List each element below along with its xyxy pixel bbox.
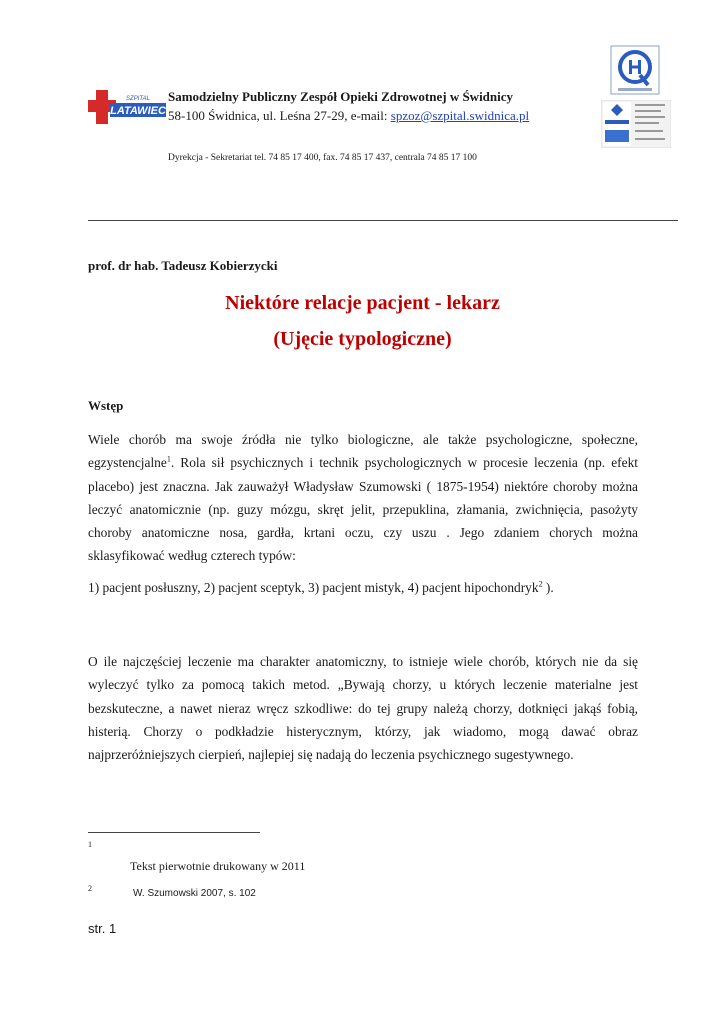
footnote-text: Tekst pierwotnie drukowany w 2011	[130, 859, 306, 873]
footnote-number: 2	[88, 884, 92, 893]
footnote-ref-2[interactable]: 2	[538, 579, 543, 589]
footnote-number: 1	[88, 840, 92, 849]
hospital-logo	[88, 80, 166, 128]
footnote-text: W. Szumowski 2007, s. 102	[133, 888, 256, 899]
p2-text-b: ).	[542, 580, 554, 595]
footnote-divider	[88, 832, 260, 833]
header-divider	[88, 220, 678, 221]
document-title: Niektóre relacje pacjent - lekarz	[225, 292, 500, 314]
org-address	[168, 108, 529, 124]
author: prof. dr hab. Tadeusz Kobierzycki	[88, 258, 278, 273]
p1-text-b: . Rola sił psychicznych i technik psychologicznych w procesie leczenia (np. efekt placebo) jest znaczna. Jak zauważył Władysław Szumowski ( 1875-1954) niektóre choroby można leczyć anatomicznie (np. guzy mózgu, skręt jelit, przepuklina, złamania, zwichnięcia, pasożyty choroby anatomiczne nosa, gardła, krtani oczu, czy uszu . Jego zdaniem chorych można sklasyfikować według czterech typów:	[88, 455, 638, 564]
contact-line: Dyrekcja - Sekretariat tel. 74 85 17 400, fax. 74 85 17 437, centrala 74 85 17 100	[168, 153, 477, 163]
p1-text-a: Wiele chorób ma swoje źródła nie tylko biologiczne, ale także psychologiczne, społeczne, egzystencjalne	[88, 432, 638, 471]
org-name: Samodzielny Publiczny Zespół Opieki Zdrowotnej w Świdnicy	[168, 89, 514, 104]
logo-top-text: SZPITAL	[126, 96, 150, 102]
tuv-cert-badge	[601, 100, 671, 148]
document-subtitle: (Ujęcie typologiczne)	[273, 328, 452, 350]
logo-main-text: LATAWIEC	[110, 105, 166, 117]
footnote-ref-1[interactable]: 1	[166, 454, 171, 464]
paragraph-2	[88, 576, 638, 599]
p2-text-a: 1) pacjent posłuszny, 2) pacjent sceptyk, 3) pacjent mistyk, 4) pacjent hipochondryk	[88, 580, 539, 595]
paragraph-1	[88, 428, 638, 568]
address-text: 58-100 Świdnica, ul. Leśna 27-29, e-mail:	[168, 108, 391, 123]
quality-cert-logo	[610, 45, 660, 95]
paragraph-3: O ile najczęściej leczenie ma charakter anatomiczny, to istnieje wiele chorób, których nie da się wyleczyć tylko za pomocą takich metod. „Bywają chorzy, u których leczenie materialne jest bezskuteczne, a nawet nieraz wręcz szkodliwe: do tej grupy należą chorzy, dotknięci jakąś fobią, histerią. Chorzy o podkładzie histerycznym, którzy, jak wiadomo, mogą dawać obraz najprzeróżniejszych cierpień, najlepiej się nadają do leczenia psychicznego sugestywnego.	[88, 654, 638, 763]
email-link[interactable]: spzoz@szpital.swidnica.pl	[390, 108, 530, 123]
section-heading: Wstęp	[88, 398, 124, 413]
page-number: str. 1	[88, 921, 117, 936]
